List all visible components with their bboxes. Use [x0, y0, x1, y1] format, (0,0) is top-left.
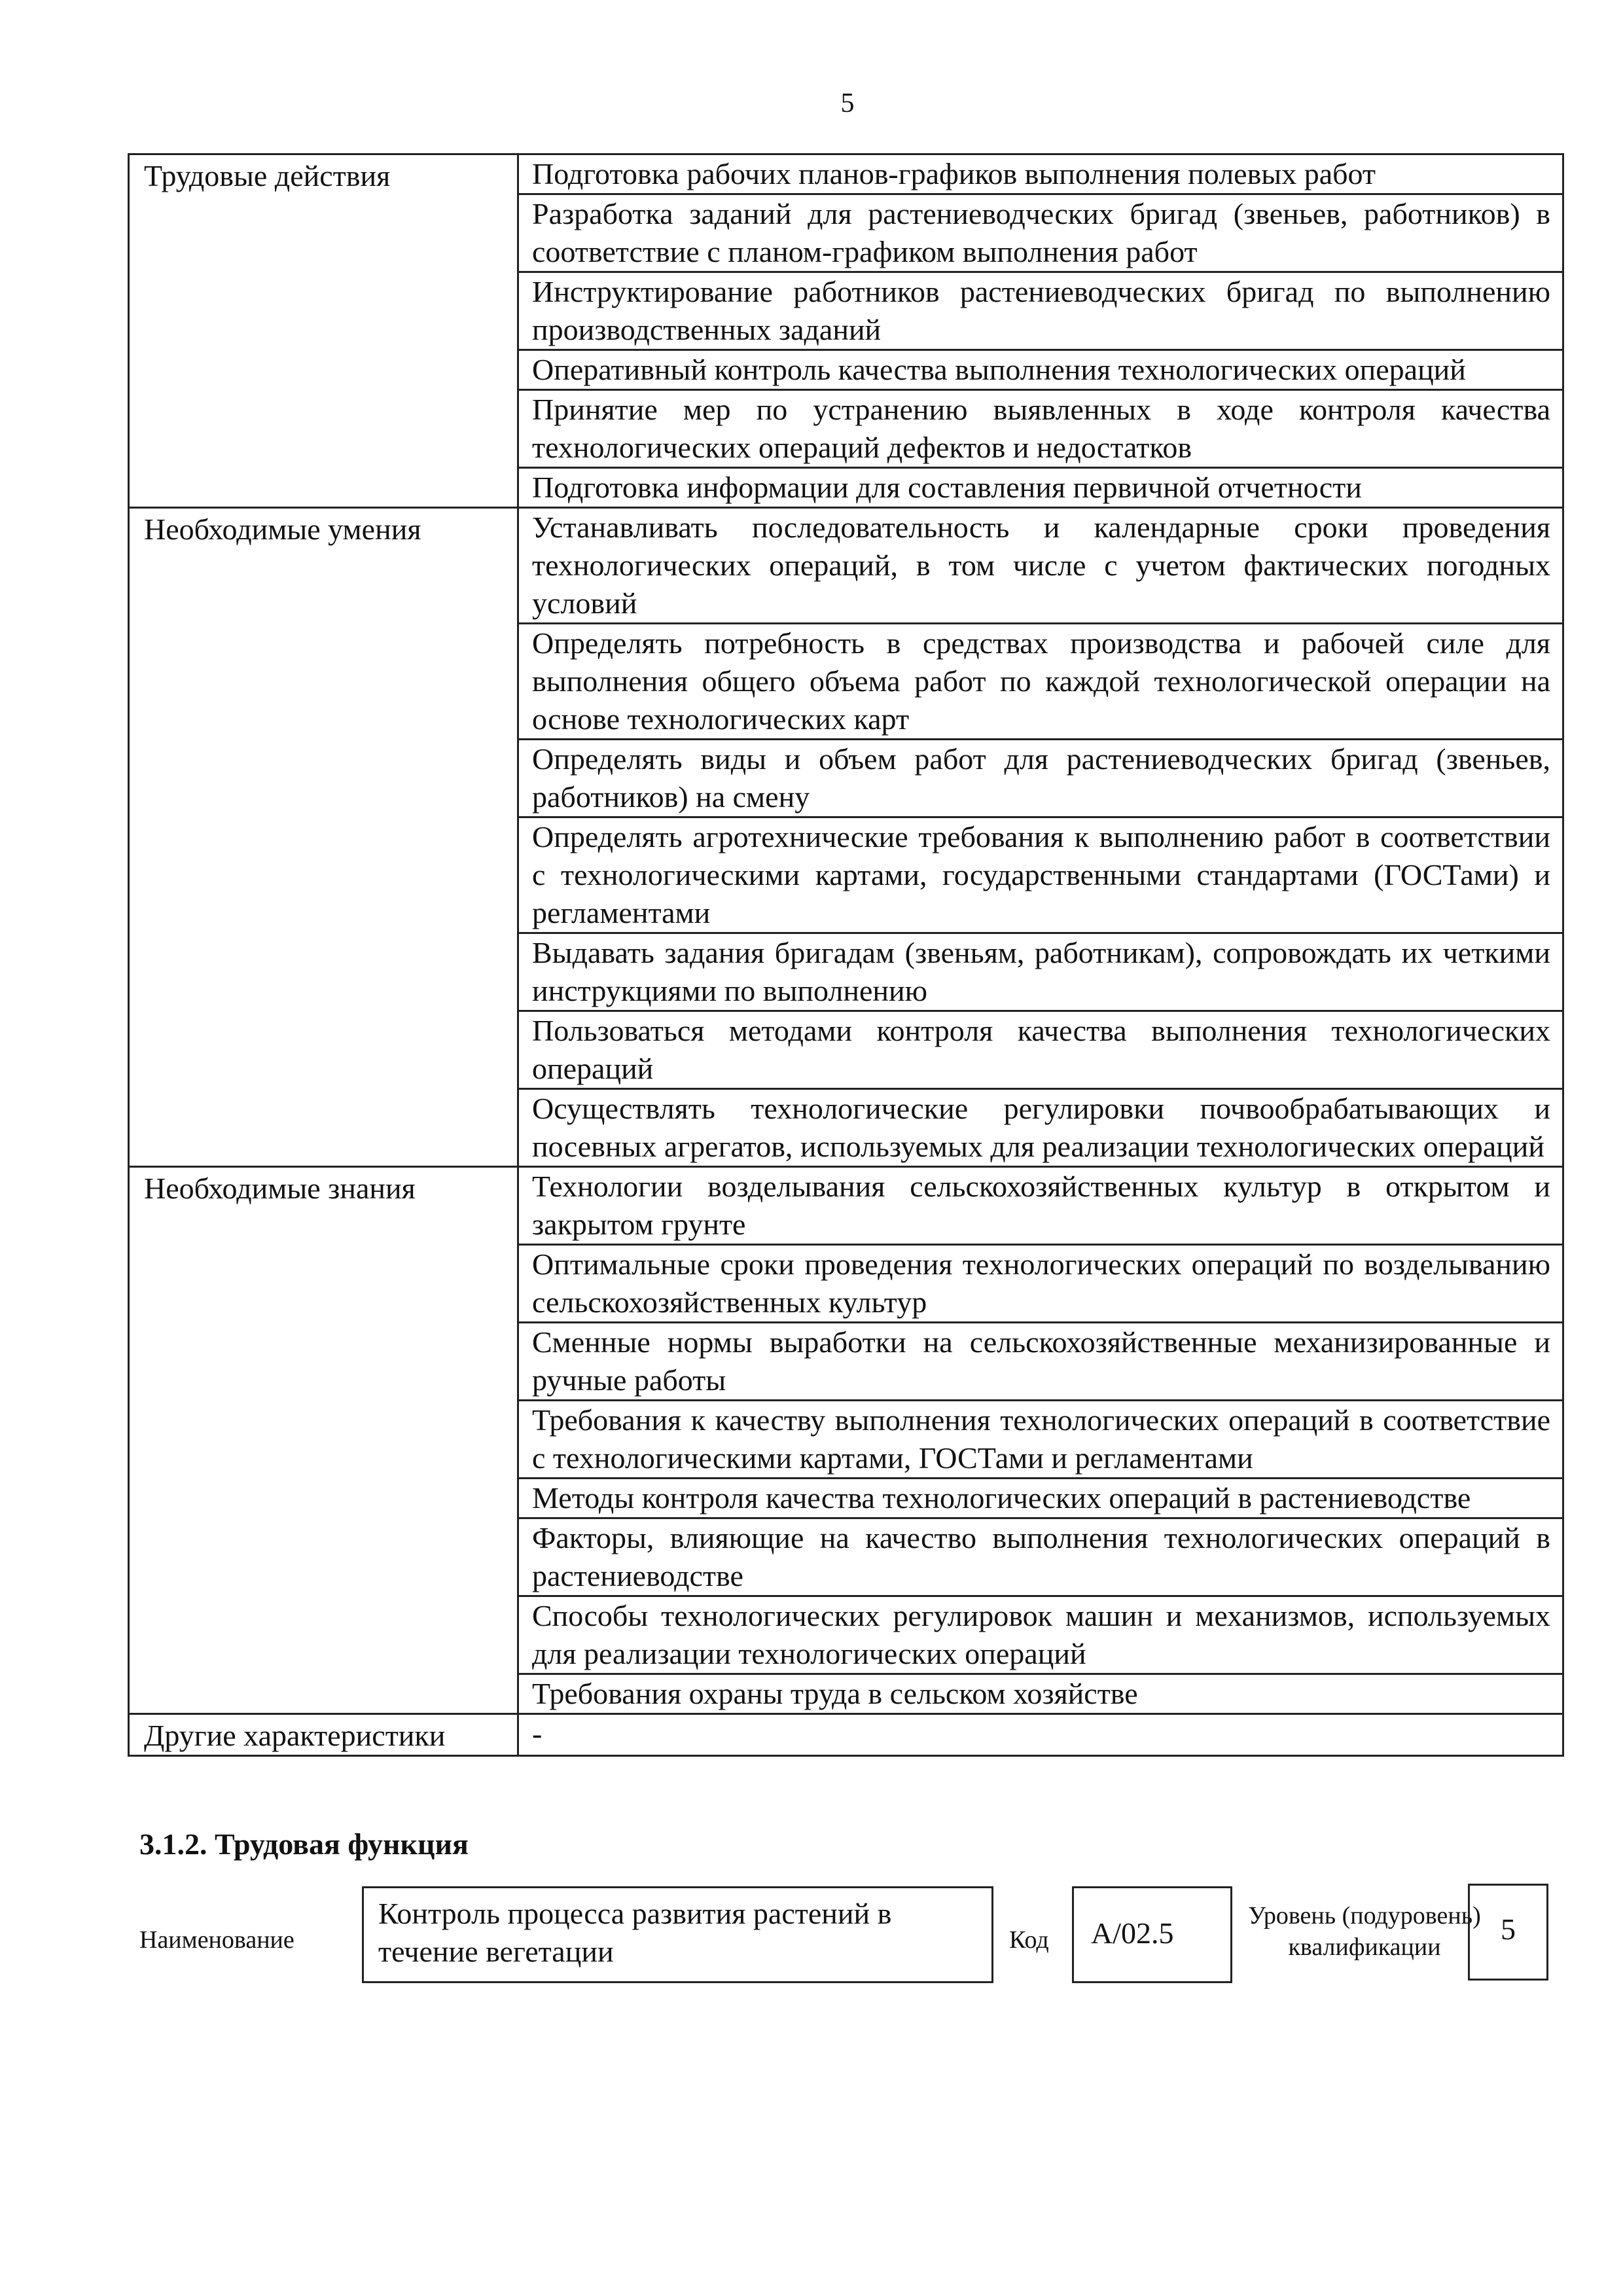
requirement-item: Требования охраны труда в сельском хозяйстве — [518, 1674, 1563, 1714]
table-row — [129, 1167, 1563, 1245]
requirement-item: Инструктирование работников растениеводческих бригад по выполнению производственных заданий — [518, 272, 1563, 350]
row-label: Необходимые знания — [129, 1167, 518, 1714]
requirement-item: Подготовка рабочих планов-графиков выполнения полевых работ — [518, 154, 1563, 194]
requirement-item: Разработка заданий для растениеводческих бригад (звеньев, работников) в соответствие с планом-графиком выполнения работ — [518, 194, 1563, 272]
requirements-table — [128, 153, 1564, 1757]
requirement-item: Определять агротехнические требования к выполнению работ в соответствии с технологическими картами, государственными стандартами (ГОСТами) и регламентами — [518, 817, 1563, 933]
name-value: Контроль процесса развития растений в течение вегетации — [378, 1897, 892, 1968]
requirement-item: Технологии возделывания сельскохозяйственных культур в открытом и закрытом грунте — [518, 1167, 1563, 1245]
requirement-item: Определять потребность в средствах производства и рабочей силе для выполнения общего объема работ по каждой технологической операции на основе технологических карт — [518, 624, 1563, 740]
requirement-item: Определять виды и объем работ для растениеводческих бригад (звеньев, работников) на смену — [518, 740, 1563, 817]
requirement-item: Оптимальные сроки проведения технологических операций по возделыванию сельскохозяйственных культур — [518, 1245, 1563, 1323]
requirement-item: Методы контроля качества технологических операций в растениеводстве — [518, 1479, 1563, 1518]
row-label: Другие характеристики — [129, 1714, 518, 1756]
code-label: Код — [1009, 1926, 1049, 1954]
qualification-level-value: 5 — [1501, 1912, 1516, 1946]
code-value-box — [1072, 1886, 1232, 1983]
name-label: Наименование — [139, 1926, 294, 1954]
requirement-item: Оперативный контроль качества выполнения технологических операций — [518, 350, 1563, 390]
requirement-item: Принятие мер по устранению выявленных в ходе контроля качества технологических операций дефектов и недостатков — [518, 390, 1563, 468]
requirement-item: Осуществлять технологические регулировки почвообрабатывающих и посевных агрегатов, используемых для реализации технологических операций — [518, 1089, 1563, 1167]
row-label: Необходимые умения — [129, 508, 518, 1167]
qualification-level-label: Уровень (подуровень) квалификации — [1248, 1902, 1481, 1961]
section-title: 3.1.2. Трудовая функция — [139, 1827, 469, 1861]
requirement-item: Устанавливать последовательность и календарные сроки проведения технологических операций, в том числе с учетом фактических погодных условий — [518, 508, 1563, 624]
page-number: 5 — [840, 88, 855, 118]
requirement-item: Выдавать задания бригадам (звеньям, работникам), сопровождать их четкими инструкциями по выполнению — [518, 933, 1563, 1011]
name-value-box — [362, 1886, 993, 1983]
qualification-level-box — [1468, 1884, 1548, 1981]
requirement-item: Подготовка информации для составления первичной отчетности — [518, 468, 1563, 508]
requirement-item: Способы технологических регулировок машин и механизмов, используемых для реализации технологических операций — [518, 1596, 1563, 1674]
requirement-item: Требования к качеству выполнения технологических операций в соответствие с технологическими картами, ГОСТами и регламентами — [518, 1401, 1563, 1479]
row-label: Трудовые действия — [129, 154, 518, 508]
requirement-item: Пользоваться методами контроля качества выполнения технологических операций — [518, 1011, 1563, 1089]
code-value: А/02.5 — [1091, 1916, 1174, 1950]
requirement-item: - — [518, 1714, 1563, 1756]
table-row — [129, 1714, 1563, 1756]
requirements-table-body — [129, 154, 1563, 1756]
requirement-item: Сменные нормы выработки на сельскохозяйственные механизированные и ручные работы — [518, 1323, 1563, 1401]
table-row — [129, 154, 1563, 194]
table-row — [129, 508, 1563, 624]
requirement-item: Факторы, влияющие на качество выполнения технологических операций в растениеводстве — [518, 1518, 1563, 1596]
